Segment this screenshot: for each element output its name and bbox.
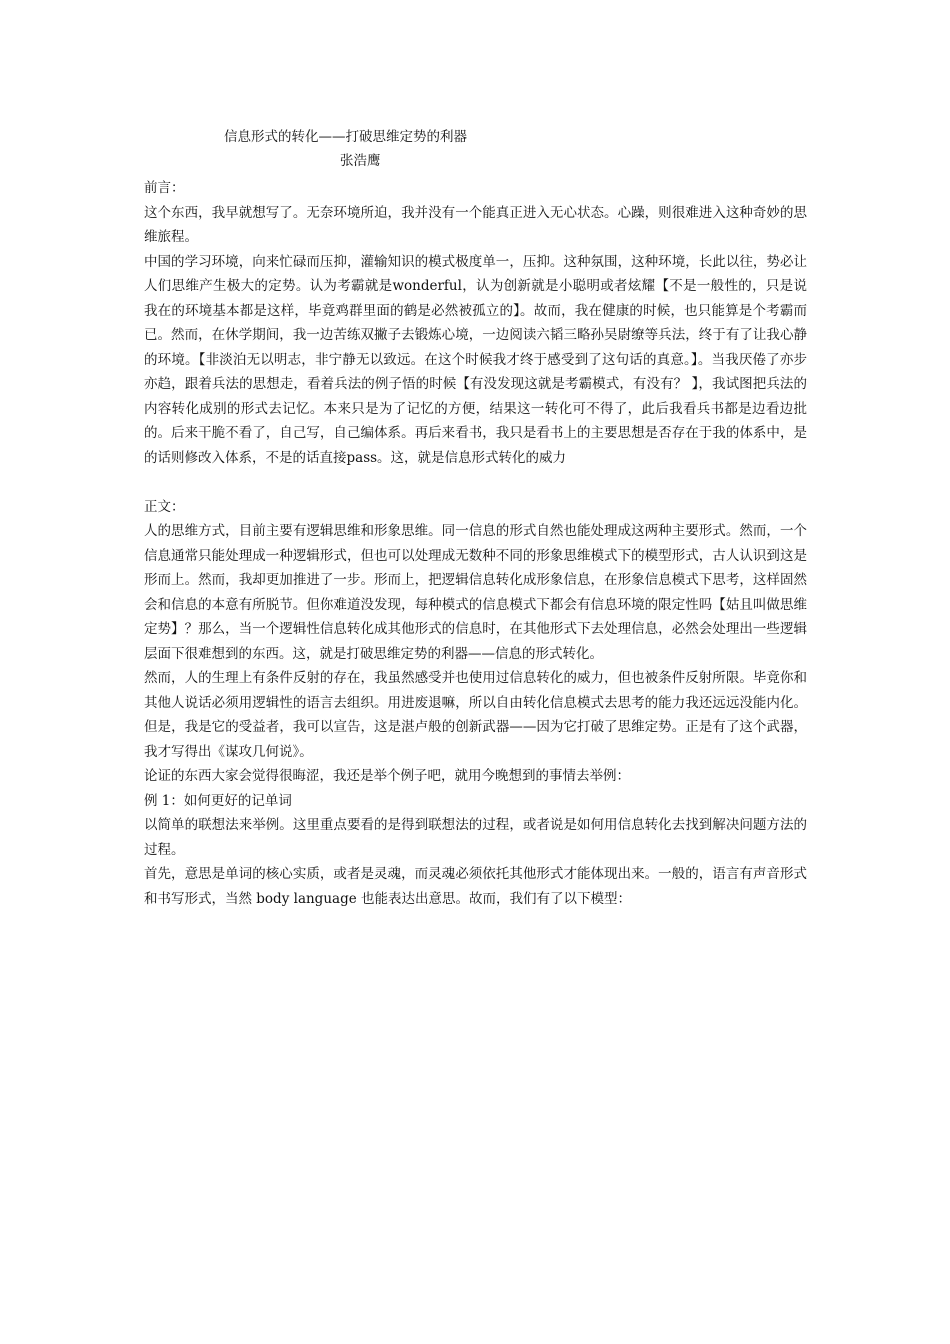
paragraph: 人的思维方式，目前主要有逻辑思维和形象思维。同一信息的形式自然也能处理成这两种主要形式。然而，一个信息通常只能处理成一种逻辑形式，但也可以处理成无数种不同的形象思维模式下的模型形式，古人认识到这是形而上。然而，我却更加推进了一步。形而上，把逻辑信息转化成形象信息，在形象信息模式下思考，这样固然会和信息的本意有所脱节。但你难道没发现，每种模式的信息模式下都会有信息环境的限定性吗【姑且叫做思维定势】？那么，当一个逻辑性信息转化成其他形式的信息时，在其他形式下去处理信息，必然会处理出一些逻辑层面下很难想到的东西。这，就是打破思维定势的利器——信息的形式转化。 bbox=[144, 523, 807, 662]
paragraph: 中国的学习环境，向来忙碌而压抑，灌输知识的模式极度单一，压抑。这种氛围，这种环境，长此以往，势必让人们思维产生极大的定势。认为考霸就是wonderful，认为创新就是小聪明或者炫耀【不是一般性的，只是说我在的环境基本都是这样，毕竟鸡群里面的鹤是必然被孤立的】。故而，我在健康的时候，也只能算是个考霸而已。然而，在休学期间，我一边苦练双撇子去锻炼心境，一边阅读六韬三略孙吴尉缭等兵法，终于有了让我心静的环境。【非淡泊无以明志，非宁静无以致远。在这个时候我才终于感受到了这句话的真意。】。当我厌倦了亦步亦趋，跟着兵法的思想走，看着兵法的例子悟的时候【有没发现这就是考霸模式，有没有？ 】，我试图把兵法的内容转化成别的形式去记忆。本来只是为了记忆的方便，结果这一转化可不得了，此后我看兵书都是边看边批的。后来干脆不看了，自己写，自己编体系。再后来看书，我只是看书上的主要思想是否存在于我的体系中，是的话则修改入体系，不是的话直接pass。这，就是信息形式转化的威力 bbox=[144, 253, 807, 466]
document-title: 信息形式的转化——打破思维定势的利器 bbox=[224, 129, 467, 145]
author-name: 张浩鹰 bbox=[340, 153, 381, 169]
preface-heading: 前言： bbox=[144, 180, 185, 196]
example-heading: 例 1：如何更好的记单词 bbox=[144, 792, 292, 809]
paragraph: 然而，人的生理上有条件反射的存在，我虽然感受并也使用过信息转化的威力，但也被条件反射所限。毕竟你和其他人说话必须用逻辑性的语言去组织。用进废退嘛，所以自由转化信息模式去思考的能力我还远远没能内化。但是，我是它的受益者，我可以宣告，这是湛卢般的创新武器——因为它打破了思维定势。正是有了这个武器，我才写得出《谋攻几何说》。 bbox=[144, 670, 807, 760]
paragraph: 首先，意思是单词的核心实质，或者是灵魂，而灵魂必须依托其他形式才能体现出来。一般的，语言有声音形式和书写形式，当然 body language 也能表达出意思。故而，我们有了以下模型： bbox=[144, 866, 807, 907]
blank-line bbox=[144, 470, 807, 495]
main-heading: 正文： bbox=[144, 498, 185, 515]
paragraph: 论证的东西大家会觉得很晦涩，我还是举个例子吧，就用今晚想到的事情去举例： bbox=[144, 768, 630, 784]
paragraph: 这个东西，我早就想写了。无奈环境所迫，我并没有一个能真正进入无心状态。心躁，则很难进入这种奇妙的思维旅程。 bbox=[144, 204, 807, 245]
paragraph: 以简单的联想法来举例。这里重点要看的是得到联想法的过程，或者说是如何用信息转化去找到解决问题方法的过程。 bbox=[144, 817, 807, 858]
document-body bbox=[144, 176, 807, 911]
